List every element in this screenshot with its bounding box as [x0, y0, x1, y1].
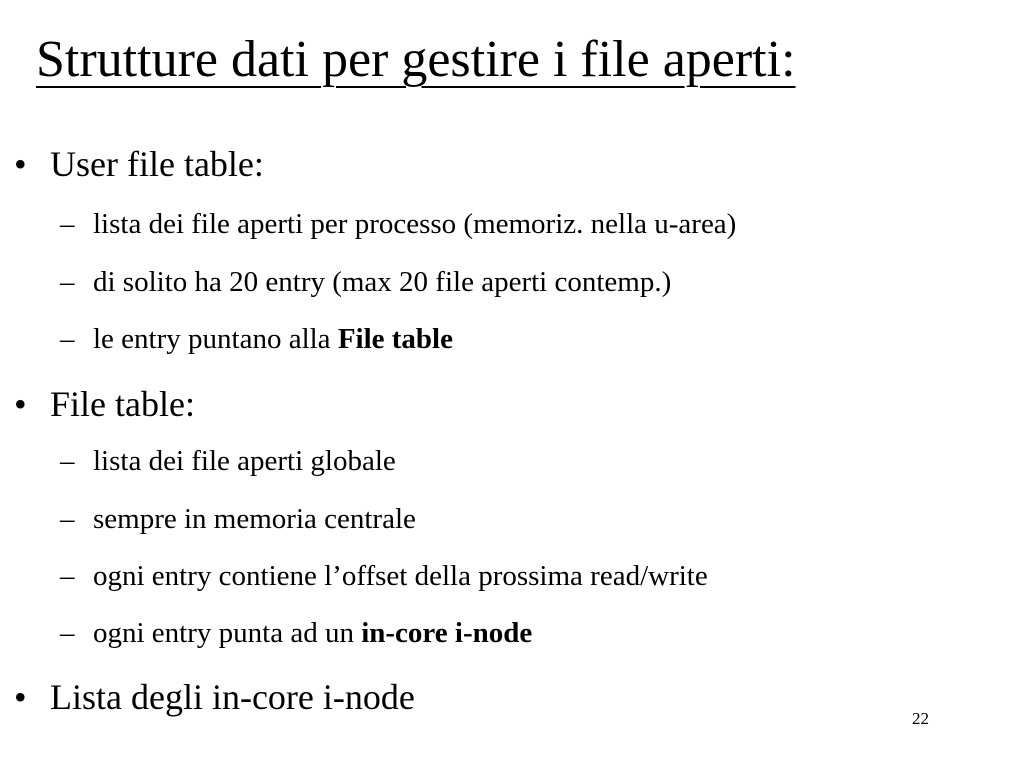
dash-glyph: – [60, 208, 75, 240]
bullet-text: File table: [50, 384, 195, 424]
bullet-item-in-core-inode-list [14, 679, 415, 715]
subitem-user-file-table-3 [60, 325, 453, 354]
dash-glyph: – [60, 503, 75, 535]
dash-glyph: – [60, 445, 75, 477]
subitem-file-table-4 [60, 619, 532, 648]
bullet-item-user-file-table [14, 146, 264, 182]
subitem-bold-text: File table [337, 323, 453, 355]
subitem-file-table-3 [60, 562, 708, 591]
subitem-user-file-table-2 [60, 268, 671, 297]
subitem-text: lista dei file aperti globale [93, 445, 396, 477]
bullet-text: Lista degli in-core i-node [50, 677, 415, 717]
subitem-text: ogni entry contiene l’offset della prossima read/write [93, 560, 708, 592]
subitem-file-table-2 [60, 505, 416, 534]
subitem-text: di solito ha 20 entry (max 20 file aperti contemp.) [93, 266, 672, 298]
bullet-text: User file table: [50, 144, 264, 184]
bullet-glyph: • [14, 144, 27, 184]
bullet-glyph: • [14, 384, 27, 424]
bullet-glyph: • [14, 677, 27, 717]
dash-glyph: – [60, 560, 75, 592]
dash-glyph: – [60, 266, 75, 298]
subitem-text: sempre in memoria centrale [93, 503, 416, 535]
page-number: 22 [912, 709, 929, 728]
dash-glyph: – [60, 323, 75, 355]
subitem-user-file-table-1 [60, 210, 736, 239]
dash-glyph: – [60, 617, 75, 649]
slide-title: Strutture dati per gestire i file aperti: [36, 31, 796, 88]
subitem-bold-text: in-core i-node [361, 617, 533, 649]
subitem-text: ogni entry punta ad un [93, 617, 362, 649]
subitem-text: le entry puntano alla [93, 323, 338, 355]
subitem-text: lista dei file aperti per processo (memoriz. nella u-area) [93, 208, 737, 240]
subitem-file-table-1 [60, 447, 396, 476]
bullet-item-file-table [14, 386, 195, 422]
